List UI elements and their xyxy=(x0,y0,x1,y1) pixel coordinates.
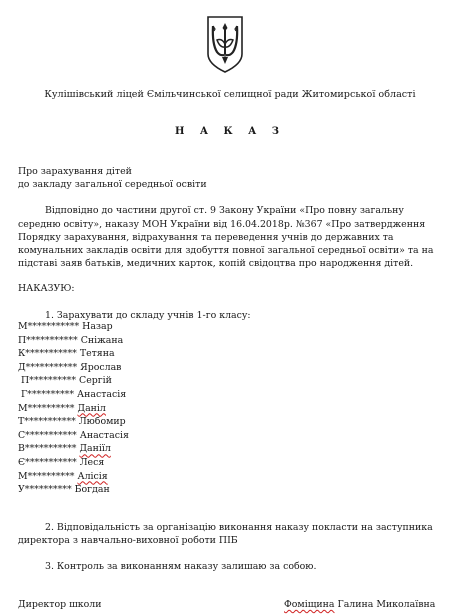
student-masked-surname: Д*********** xyxy=(18,361,78,373)
student-first-name: Тетяна xyxy=(79,348,115,360)
order-item-2-line-1: 2. Відповідальність за організацію виконання наказу покласти на заступника xyxy=(45,522,433,533)
preamble-line-5: підставі заяв батьків, медичних карток, копій свідоцтва про народження дітей. xyxy=(18,258,414,269)
preamble-line-3: Порядку зарахування, відрахування та переведення учнів до державних та xyxy=(18,232,394,243)
student-first-name: Анастасія xyxy=(77,389,127,400)
student-first-name: Любомир xyxy=(78,416,126,428)
signature-surname: Фоміщина xyxy=(284,599,335,610)
student-masked-surname: К*********** xyxy=(18,348,77,360)
student-row xyxy=(18,403,106,415)
student-row xyxy=(18,430,129,442)
signature-role: Директор школи xyxy=(18,599,102,610)
student-first-name: Анастасія xyxy=(79,429,129,441)
preamble-line-1: Відповідно до частини другої ст. 9 Закону України «Про повну загальну xyxy=(45,205,404,216)
order-word: НАКАЗУЮ: xyxy=(18,283,75,294)
student-row xyxy=(18,389,126,401)
student-masked-surname: Г********** xyxy=(18,389,75,400)
student-masked-surname: Т*********** xyxy=(18,416,76,428)
student-row xyxy=(18,362,121,374)
student-masked-surname: В*********** xyxy=(18,443,77,455)
signature-name xyxy=(284,599,435,611)
signature-given-name: Галина Миколаївна xyxy=(334,599,436,610)
subject-line-2: до закладу загальної середньої освіти xyxy=(18,179,207,190)
subject-line-1: Про зарахування дітей xyxy=(18,166,132,177)
student-first-name: Сніжана xyxy=(80,334,124,346)
student-row xyxy=(18,471,108,483)
student-first-name: Алісія xyxy=(77,470,108,482)
student-masked-surname: П*********** xyxy=(18,334,78,346)
order-item-2-line-2: директора з навчально-виховної роботи ПІБ xyxy=(18,535,238,546)
student-masked-surname: С*********** xyxy=(18,429,77,441)
student-masked-surname: М********** xyxy=(18,470,75,482)
order-item-3: 3. Контроль за виконанням наказу залишаю за собою. xyxy=(45,561,317,572)
student-row xyxy=(18,348,115,360)
trident-coat-of-arms-icon xyxy=(205,14,245,74)
student-masked-surname: М********** xyxy=(18,402,75,414)
student-masked-surname: П********** xyxy=(18,375,77,387)
organization-name: Кулішівський ліцей Ємільчинської селищної ради Житомирської області xyxy=(44,89,416,100)
student-first-name: Богдан xyxy=(74,484,110,496)
student-first-name: Ярослав xyxy=(80,361,122,373)
student-masked-surname: Є*********** xyxy=(18,457,77,468)
student-first-name: Сергій xyxy=(79,375,112,387)
student-row xyxy=(18,443,111,455)
student-row xyxy=(18,335,123,347)
student-row xyxy=(18,375,112,387)
student-first-name: Леся xyxy=(79,457,105,468)
document-title: Н А К А З xyxy=(175,126,285,137)
preamble-line-4: комунальних закладів освіти для здобуття повної загальної середньої освіти» та на xyxy=(18,245,434,256)
student-first-name: Даніл xyxy=(77,402,106,414)
preamble-line-2: середню освіту», наказу МОН України від 16.04.2018р. №367 «Про затвердження xyxy=(18,219,426,230)
student-first-name: Назар xyxy=(82,321,113,332)
student-row xyxy=(18,484,110,496)
student-masked-surname: М*********** xyxy=(18,321,80,332)
student-row xyxy=(18,457,104,469)
order-item-1: 1. Зарахувати до складу учнів 1-го класу: xyxy=(45,310,251,321)
student-masked-surname: У********** xyxy=(18,484,72,496)
student-first-name: Даніїл xyxy=(79,443,111,455)
student-row xyxy=(18,321,113,333)
student-row xyxy=(18,416,126,428)
